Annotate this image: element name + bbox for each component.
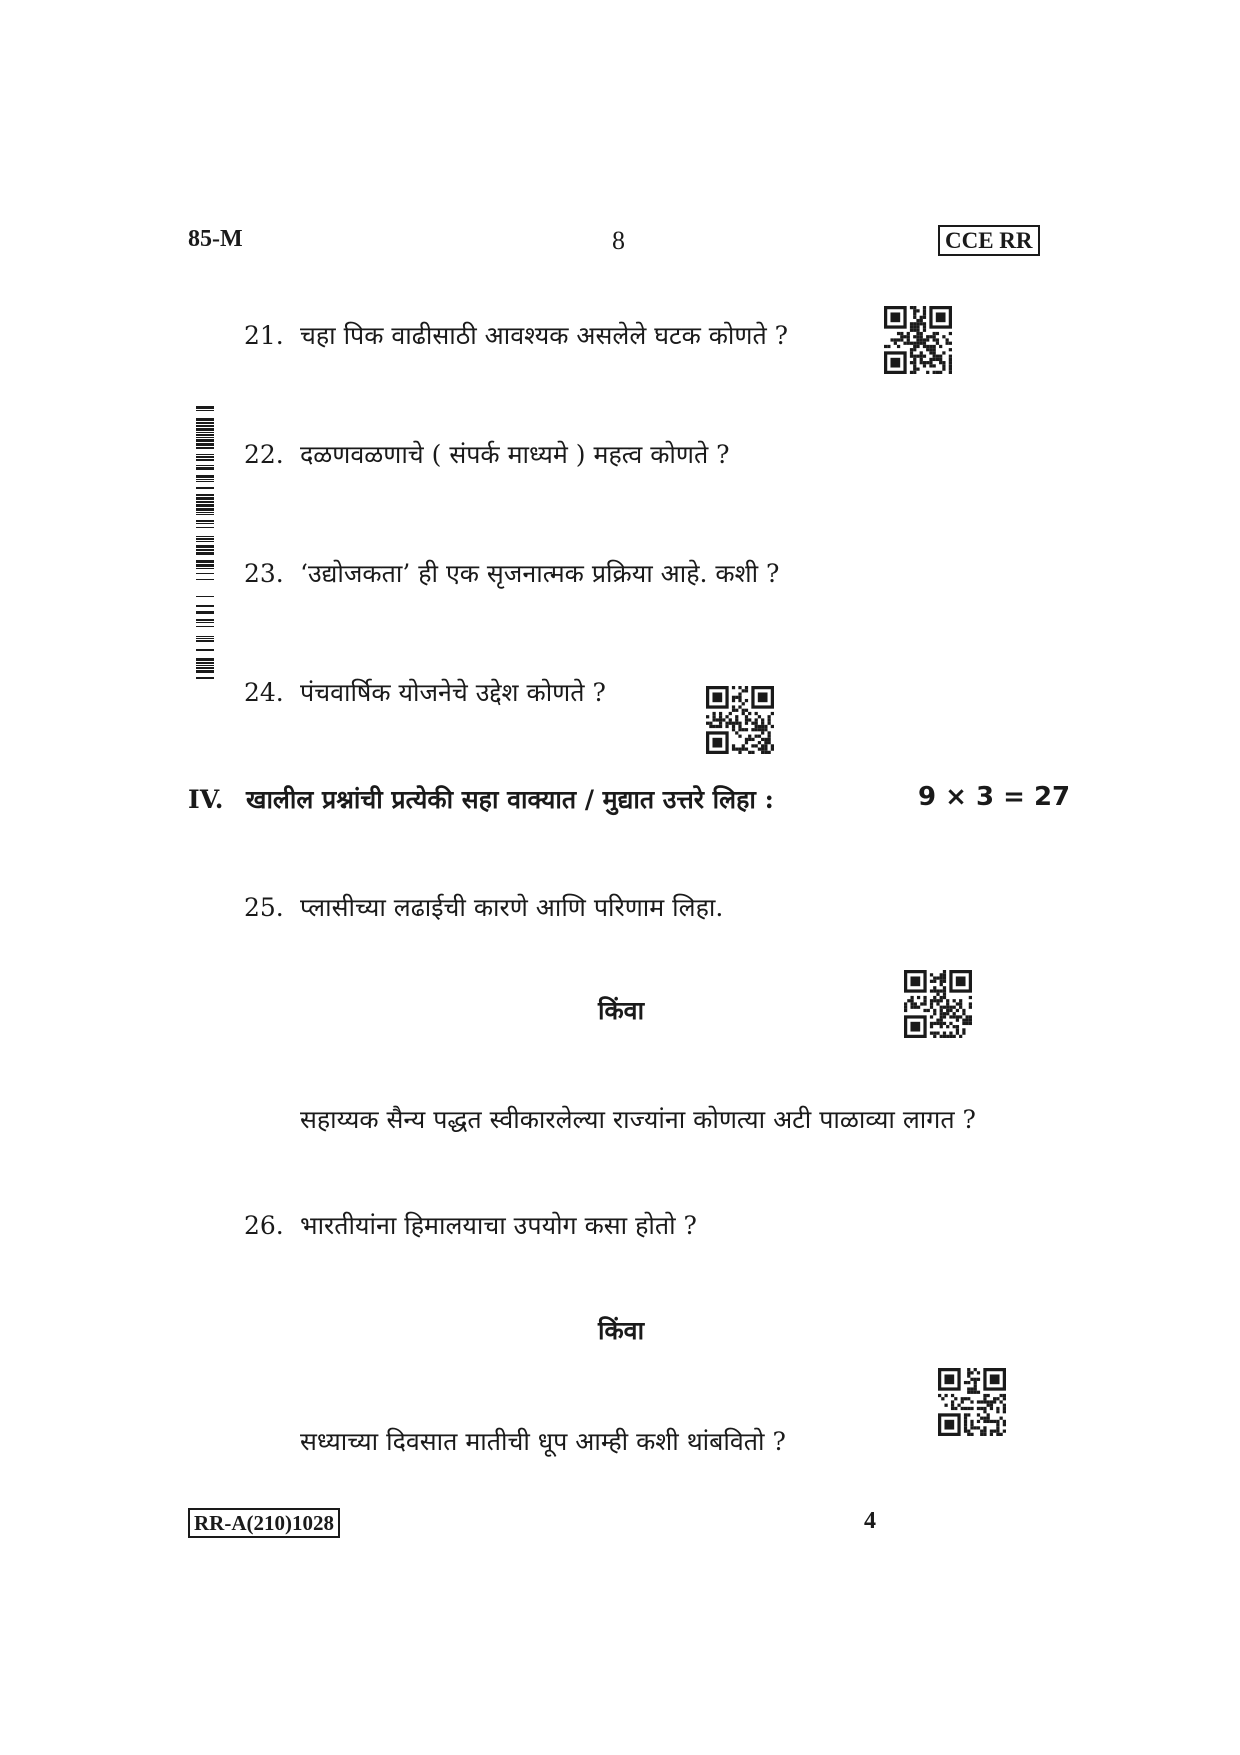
- section-marks: 9 × 3 = 27: [918, 782, 1071, 812]
- section-heading: [188, 782, 774, 816]
- paper-code: 85-M: [188, 226, 243, 252]
- question-text: चहा पिक वाढीसाठी आवश्यक असलेले घटक कोणते ?: [300, 321, 789, 350]
- question-number: 25.: [244, 893, 284, 922]
- section-instruction: खालील प्रश्नांची प्रत्येकी सहा वाक्यात / मुद्यात उत्तरे लिहा :: [246, 785, 774, 814]
- page-number: 8: [612, 226, 625, 255]
- qr-code-icon: [706, 686, 774, 754]
- question-text: ‘उद्योजकता’ ही एक सृजनात्मक प्रक्रिया आहे. कशी ?: [300, 559, 780, 588]
- question-number: 21.: [244, 321, 284, 350]
- question-text: भारतीयांना हिमालयाचा उपयोग कसा होतो ?: [300, 1211, 697, 1240]
- question-number: 24.: [244, 678, 284, 707]
- or-label: किंवा: [598, 1316, 645, 1345]
- question-22: [244, 437, 730, 471]
- alternate-question: सध्याच्या दिवसात मातीची धूप आम्ही कशी थांबवितो ?: [300, 1427, 786, 1456]
- qr-code-icon: [938, 1368, 1006, 1436]
- question-24: [244, 675, 606, 709]
- qr-code-icon: [884, 306, 952, 374]
- footer-paper-code: RR-A(210)1028: [188, 1508, 340, 1538]
- or-label: किंवा: [598, 996, 645, 1025]
- question-21: [244, 318, 788, 352]
- footer-sheet-number: 4: [864, 1508, 876, 1534]
- question-text: प्लासीच्या लढाईची कारणे आणि परिणाम लिहा.: [300, 893, 724, 922]
- qr-code-icon: [904, 970, 972, 1038]
- question-text: दळणवळणाचे ( संपर्क माध्यमे ) महत्व कोणते ?: [300, 440, 730, 469]
- alternate-question: सहाय्यक सैन्य पद्धत स्वीकारलेल्या राज्यांना कोणत्या अटी पाळाव्या लागत ?: [300, 1105, 976, 1134]
- question-25: [244, 890, 723, 924]
- barcode-icon: [196, 406, 214, 680]
- cce-rr-badge: CCE RR: [938, 225, 1040, 256]
- question-number: 22.: [244, 440, 284, 469]
- question-26: [244, 1208, 697, 1242]
- section-number: IV.: [188, 785, 224, 814]
- question-23: [244, 556, 779, 590]
- question-text: पंचवार्षिक योजनेचे उद्देश कोणते ?: [300, 678, 606, 707]
- question-number: 26.: [244, 1211, 284, 1240]
- question-number: 23.: [244, 559, 284, 588]
